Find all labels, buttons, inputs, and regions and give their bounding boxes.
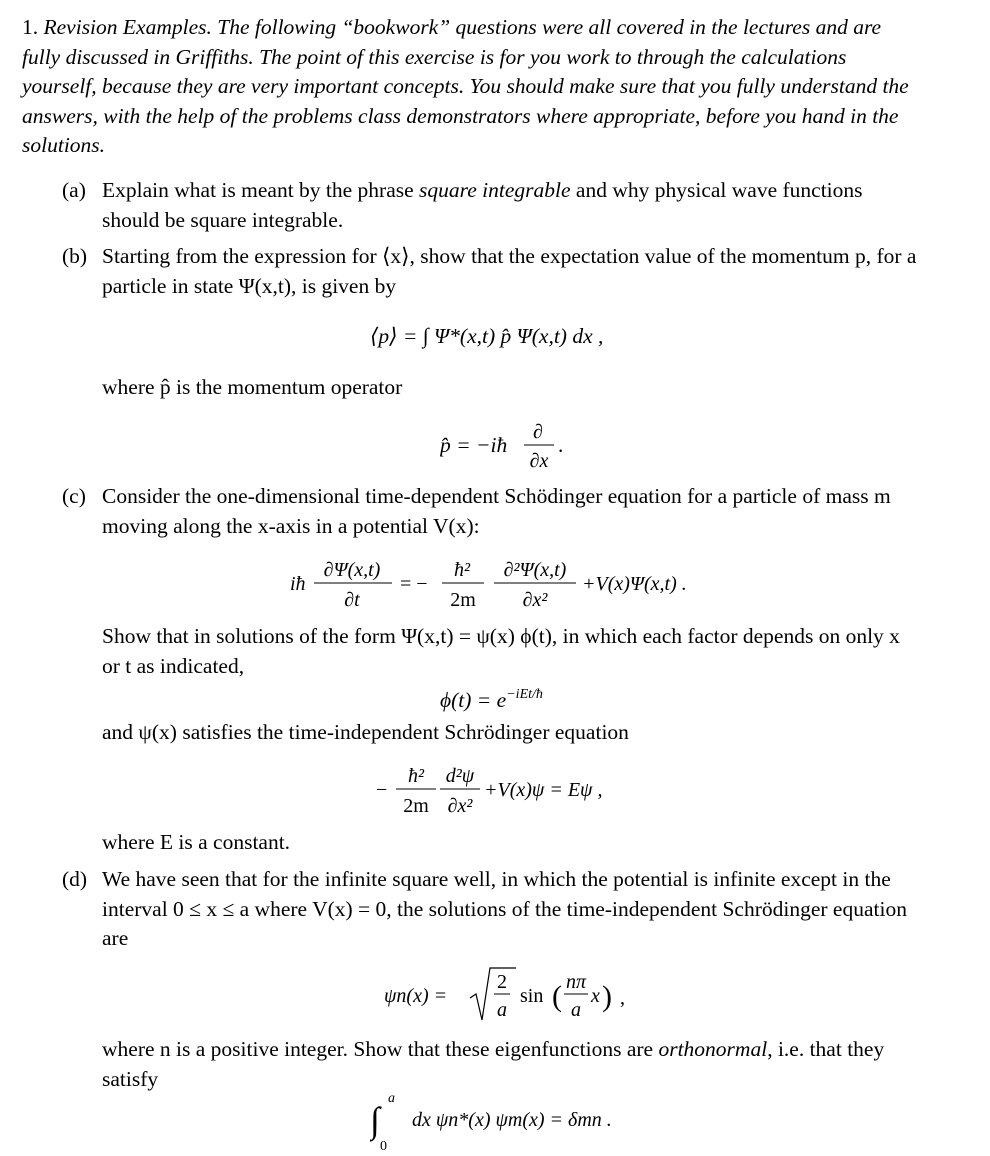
integral-sign: ∫: [370, 1100, 380, 1140]
phi-equation: [440, 680, 543, 716]
integral-lower: 0: [380, 1139, 387, 1154]
part-a: [62, 176, 922, 235]
part-b-label: (b): [62, 244, 88, 268]
tdse-num2: ħ²: [454, 559, 470, 581]
part-c-text: Consider the one-dimensional time-dependent Schödinger equation for a particle of mass m moving along the x-axis in a potential V(x):: [102, 484, 891, 538]
tise-den2: ∂x²: [447, 795, 473, 817]
intro-paragraph: [22, 13, 922, 161]
part-b-between-text: where p̂ is the momentum operator: [102, 375, 403, 399]
part-c-label: (c): [62, 484, 86, 508]
momentum-operator-equation: [440, 410, 640, 480]
part-a-term: square integrable: [419, 178, 571, 202]
part-b: [62, 242, 922, 301]
tdse-num3: ∂²Ψ(x,t): [503, 559, 567, 581]
part-a-text-before: Explain what is meant by the phrase: [102, 178, 420, 202]
tdse-prefix: iħ: [290, 573, 306, 595]
eigenfunction-equation: [384, 962, 644, 1032]
part-d: [62, 865, 922, 954]
part-a-text-after: and why physical wave functions should be square integrable.: [102, 178, 863, 232]
operator-den: ∂x: [529, 450, 549, 472]
part-c-text2: Show that in solutions of the form Ψ(x,t) = ψ(x) ϕ(t), in which each factor depends on only x or t as indicated,: [102, 624, 900, 678]
orthonormality-equation: [370, 1088, 670, 1154]
phi-lhs: ϕ(t) = e: [440, 688, 507, 712]
part-c-text3: and ψ(x) satisfies the time-independent Schrödinger equation: [102, 720, 629, 744]
tise-equation: [376, 758, 676, 824]
tdse-num1: ∂Ψ(x,t): [323, 559, 381, 581]
tise-end: +V(x)ψ = Eψ ,: [484, 779, 603, 801]
part-d-text2-after: , i.e. that they satisfy: [102, 1037, 885, 1091]
part-b-text: Starting from the expression for ⟨x⟩, show that the expectation value of the momentum p, for a particle in state Ψ(x,t), is given by: [102, 244, 917, 298]
tise-minus: −: [376, 779, 388, 801]
paren-open: (: [552, 980, 562, 1013]
part-a-label: (a): [62, 178, 86, 202]
tdse-equation: [290, 552, 750, 618]
tise-num1: ħ²: [408, 765, 424, 787]
tdse-den1: ∂t: [344, 589, 360, 611]
psi-lhs: ψn(x) =: [384, 985, 448, 1007]
sin-label: sin: [520, 985, 544, 1007]
arg-num: nπ: [565, 971, 587, 993]
part-d-text: We have seen that for the infinite square well, in which the potential is infinite except in the interval 0 ≤ x ≤ a where V(x) = 0, the solutions of the time-independent Schrödinger equation are: [102, 867, 907, 950]
tdse-den2: 2m: [450, 589, 476, 611]
sqrt-den: a: [497, 999, 507, 1021]
arg-x: x: [591, 985, 600, 1007]
integral-upper: a: [388, 1091, 395, 1106]
part-d-text2-before: where n is a positive integer. Show that these eigenfunctions are: [102, 1037, 659, 1061]
paren-close: ): [602, 980, 612, 1013]
part-c: [62, 482, 922, 541]
tdse-equals: = −: [400, 573, 428, 595]
part-c-text4: where E is a constant.: [102, 830, 291, 854]
operator-lhs: p̂ = −iħ: [440, 433, 508, 457]
part-d-text2: [102, 1035, 922, 1094]
arg-den: a: [571, 999, 581, 1021]
operator-end: .: [558, 433, 564, 457]
expectation-p-equation: ⟨p⟩ = ∫ Ψ*(x,t) p̂ Ψ(x,t) dx ,: [370, 324, 604, 348]
intro-text: Revision Examples. The following “bookwork” questions were all covered in the lectures and are fully discussed in Griffiths. The point of this exercise is for you work to through the calculations yourself, because they are very important concepts. You should make sure that you fully understand the answers, with the help of the problems class demonstrators where appropriate, before you hand in the solutions.: [22, 15, 909, 157]
psi-end: ,: [620, 987, 625, 1009]
tise-num2: d²ψ: [445, 765, 475, 787]
problem-number: 1.: [22, 15, 39, 39]
part-d-term: orthonormal: [658, 1037, 768, 1061]
operator-num: ∂: [533, 421, 543, 443]
tise-den1: 2m: [403, 795, 429, 817]
sqrt-num: 2: [497, 971, 507, 993]
tdse-end: +V(x)Ψ(x,t) .: [582, 573, 687, 595]
part-d-label: (d): [62, 867, 88, 891]
phi-exponent: −iEt/ħ: [506, 687, 543, 702]
tdse-den3: ∂x²: [522, 589, 548, 611]
orth-body: dx ψn*(x) ψm(x) = δmn .: [412, 1109, 612, 1131]
